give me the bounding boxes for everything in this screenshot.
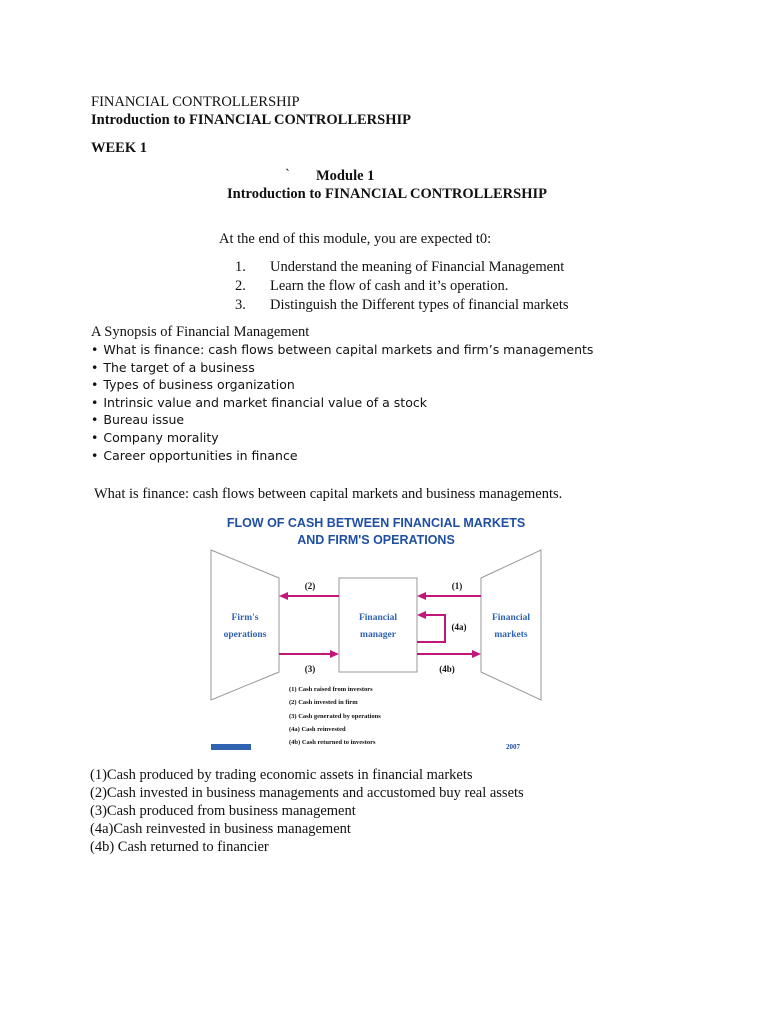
arrow-4a-label: (4a) [451, 622, 467, 632]
objective-number: 1. [235, 259, 246, 275]
financial-manager-label-line2: manager [360, 630, 396, 640]
diagram-legend-item: (4a) Cash reinvested [289, 726, 346, 733]
cash-flow-diagram [209, 508, 543, 753]
cash-explanation-item: (3)Cash produced from business management [90, 803, 356, 819]
cash-explanation-item: (4a)Cash reinvested in business management [90, 821, 351, 837]
objective-item [235, 296, 569, 314]
arrow-4b-label: (4b) [439, 664, 455, 674]
diagram-legend-item: (4b) Cash returned to investors [289, 739, 376, 746]
financial-manager-label-line1: Financial [358, 613, 398, 623]
firms-operations-box [211, 550, 279, 700]
firms-operations-label-line2: operations [223, 630, 267, 640]
arrow-4a [417, 611, 445, 642]
financial-markets-label-line2: markets [494, 630, 528, 640]
synopsis-item: • What is finance: cash flows between capital markets and firm’s managements [91, 341, 593, 359]
module-subtitle: Introduction to FINANCIAL CONTROLLERSHIP [227, 186, 547, 202]
arrow-3-label: (3) [304, 664, 316, 674]
arrow-3 [279, 650, 339, 658]
stray-backtick: ` [285, 167, 290, 183]
objective-text: Distinguish the Different types of financial markets [270, 297, 569, 313]
synopsis-item: • The target of a business [91, 359, 593, 377]
course-title: FINANCIAL CONTROLLERSHIP [91, 94, 300, 110]
financial-markets-label-line1: Financial [491, 613, 531, 623]
objective-text: Learn the flow of cash and it’s operation. [270, 278, 509, 294]
diagram-legend-item: (3) Cash generated by operations [289, 713, 381, 720]
arrow-1 [417, 592, 481, 600]
financial-manager-box [339, 578, 417, 672]
objective-item [235, 258, 564, 276]
cash-explanation-item: (2)Cash invested in business managements and accustomed buy real assets [90, 785, 524, 801]
cash-explanations [90, 766, 524, 856]
synopsis-list [91, 341, 593, 464]
cash-explanation-item: (4b) Cash returned to financier [90, 839, 269, 855]
objective-number: 3. [235, 297, 246, 313]
diagram-corner-logo [211, 744, 251, 750]
synopsis-title: A Synopsis of Financial Management [91, 324, 310, 340]
objective-text: Understand the meaning of Financial Management [270, 259, 565, 275]
diagram-legend-item: (2) Cash invested in firm [289, 699, 358, 706]
synopsis-item: • Types of business organization [91, 376, 593, 394]
arrow-1-label: (1) [451, 581, 463, 591]
diagram-title-line2: AND FIRM'S OPERATIONS [297, 533, 455, 547]
arrow-2-label: (2) [304, 581, 316, 591]
arrow-2 [279, 592, 339, 600]
cash-explanation-item: (1)Cash produced by trading economic assets in financial markets [90, 767, 473, 783]
synopsis-item: • Company morality [91, 429, 593, 447]
finance-question: What is finance: cash flows between capital markets and business managements. [94, 486, 563, 502]
financial-markets-box [481, 550, 541, 700]
expectation-intro: At the end of this module, you are expected t0: [219, 231, 492, 247]
synopsis-item: • Bureau issue [91, 411, 593, 429]
diagram-legend-item: (1) Cash raised from investors [289, 686, 373, 693]
week-label: WEEK 1 [91, 140, 147, 156]
module-title: Module 1 [316, 168, 375, 184]
objective-number: 2. [235, 278, 246, 294]
objective-item [235, 277, 508, 295]
diagram-title-line1: FLOW OF CASH BETWEEN FINANCIAL MARKETS [226, 516, 526, 530]
arrow-4b [417, 650, 481, 658]
firms-operations-label-line1: Firm's [231, 613, 259, 623]
diagram-year: 2007 [506, 743, 520, 751]
synopsis-item: • Career opportunities in finance [91, 447, 593, 465]
course-subtitle: Introduction to FINANCIAL CONTROLLERSHIP [91, 112, 411, 128]
synopsis-item: • Intrinsic value and market financial value of a stock [91, 394, 593, 412]
